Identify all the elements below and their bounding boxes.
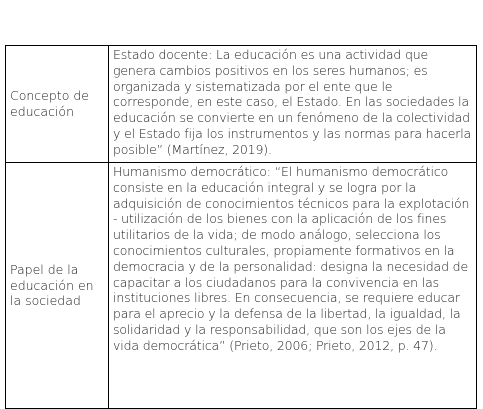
table-row: [6, 163, 477, 409]
table-row: [6, 46, 477, 163]
row-label: Concepto de educación: [6, 46, 109, 163]
concept-table: [5, 45, 477, 409]
row-label: Papel de la educación en la sociedad: [6, 163, 109, 409]
row-content: Estado docente: La educación es una actividad que genera cambios positivos en los seres humanos; es organizada y sistematizada por el ente que le corresponde, en este caso, el Estado. En las sociedades la educación se convierte en un fenómeno de la colectividad y el Estado fija los instrumentos y las normas para hacerla posible” (Martínez, 2019).: [109, 46, 477, 163]
row-content: Humanismo democrático: “El humanismo democrático consiste en la educación integral y se logra por la adquisición de conocimientos técnicos para la explotación - utilización de los bienes con la aplicación de los fines utilitarios de la vida; de modo análogo, selecciona los conocimientos culturales, propiamente formativos en la democracia y de la personalidad: designa la necesidad de capacitar a los ciudadanos para la convivencia en las instituciones libres. En consecuencia, se requiere educar para el aprecio y la defensa de la libertad, la igualdad, la solidaridad y la responsabilidad, que son los ejes de la vida democrática” (Prieto, 2006; Prieto, 2012, p. 47).: [109, 163, 477, 409]
